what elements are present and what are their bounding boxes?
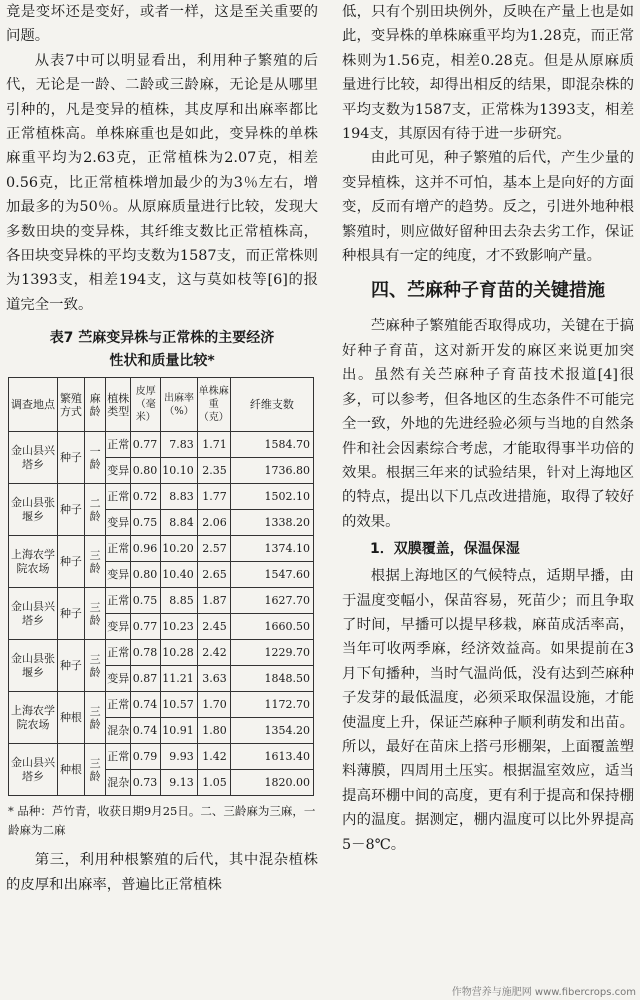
table-cell-age: 三龄 [84,536,105,588]
table-cell-method: 种子 [58,484,85,536]
table-cell-method: 种根 [58,744,85,796]
table-cell-fiber: 1848.50 [230,666,313,692]
table-cell-type: 正常 [106,432,131,458]
table-cell-rate: 10.57 [161,692,198,718]
table-row [9,588,314,614]
table-cell-weight: 1.71 [197,432,230,458]
table-cell-method: 种子 [58,588,85,640]
table-cell-age: 三龄 [84,588,105,640]
right-paragraph-continued: 低，只有个别田块例外，反映在产量上也是如此，变异株的单株麻重平均为1.28克，而正常株则为1.56克，相差0.28克。但是从原麻质量进行比较，却得出相反的结果，即混杂株的平均支数为1587支，正常株为1393支，相差194支，其原因有待于进一步研究。 [342,4,634,143]
table-header-cell: 皮厚（毫米） [131,378,161,432]
table-cell-skin: 0.80 [131,458,161,484]
table-cell-skin: 0.77 [131,432,161,458]
table-cell-fiber: 1547.60 [230,562,313,588]
table-cell-fiber: 1502.10 [230,484,313,510]
table-cell-skin: 0.87 [131,666,161,692]
table-cell-weight: 2.65 [197,562,230,588]
table-caption: 表7 苎麻变异株与正常株的主要经济 性状和质量比较* [49,330,275,370]
table-cell-fiber: 1584.70 [230,432,313,458]
table-cell-weight: 1.05 [197,770,230,796]
right-paragraph-conclusion: 由此可见，种子繁殖的后代，产生少量的变异植株，这并不可怕，基本上是向好的方面变，反而有增产的趋势。反之，引进外地种根繁殖时，则应做好留种田去杂去劣工作，保证种根具有一定的纯度，才不致影响产量。 [342,150,634,265]
table-7 [8,377,314,796]
table-cell-age: 一龄 [84,432,105,484]
table-cell-age: 二龄 [84,484,105,536]
table-cell-weight: 3.63 [197,666,230,692]
table-cell-rate: 8.84 [161,510,198,536]
table-cell-rate: 10.28 [161,640,198,666]
table-cell-weight: 2.35 [197,458,230,484]
table-cell-location: 金山县张堰乡 [9,484,58,536]
table-cell-weight: 2.45 [197,614,230,640]
table-cell-type: 变异 [106,562,131,588]
table-header-row [9,378,314,432]
table-cell-skin: 0.77 [131,614,161,640]
table-cell-rate: 8.85 [161,588,198,614]
watermark: 作物营养与施肥网 www.fibercrops.com [451,987,636,998]
table-cell-weight: 2.06 [197,510,230,536]
table-cell-skin: 0.78 [131,640,161,666]
table-row [9,484,314,510]
table-cell-location: 金山县张堰乡 [9,640,58,692]
table-header-cell: 繁殖方式 [58,378,85,432]
table-cell-fiber: 1736.80 [230,458,313,484]
table-cell-rate: 9.13 [161,770,198,796]
table-cell-skin: 0.75 [131,510,161,536]
left-paragraph-third: 第三，利用种根繁殖的后代，其中混杂植株的皮厚和出麻率，普遍比正常植株 [6,852,318,893]
table-cell-rate: 8.83 [161,484,198,510]
right-paragraph-section-intro: 苎麻种子繁殖能否取得成功，关键在于搞好种子育苗，这对新开发的麻区来说更加突出。虽然有关苎麻种子育苗技术报道[4]很多，可以参考，但各地区的生态条件不可能完全一致，外地的先进经验必须与当地的自然条件和社会因素综合考虑，才能取得事半功倍的效果。根据三年来的试验结果，针对上海地区的特点，提出以下几点改进措施，取得了较好的效果。 [342,318,634,530]
table-cell-skin: 0.96 [131,536,161,562]
table-cell-age: 三龄 [84,640,105,692]
table-cell-fiber: 1172.70 [230,692,313,718]
right-paragraph-double-film: 根据上海地区的气候特点，适期早播，由于温度变幅小，保苗容易，死苗少；而且争取了时间，早播可以提早移栽，麻苗成活率高，当年可收两季麻，经济效益高。如果提前在3月下旬播种，当时气温尚低，没有达到苎麻种子发芽的最低温度，必须采取保温设施，才能使温度上升，保证苎麻种子顺利萌发和出苗。所以，最好在苗床上搭弓形棚架，上面覆盖塑料薄膜，四周用土压实。根据温室效应，适当提高环棚中间的高度，更有利于提高和保持棚内的温度。据测定，棚内温度可以比外界提高5－8℃。 [342,568,634,853]
table-cell-weight: 1.70 [197,692,230,718]
table-cell-fiber: 1660.50 [230,614,313,640]
table-cell-skin: 0.73 [131,770,161,796]
table-cell-rate: 11.21 [161,666,198,692]
table-row [9,432,314,458]
table-cell-location: 金山县兴塔乡 [9,432,58,484]
table-cell-weight: 2.42 [197,640,230,666]
table-cell-fiber: 1820.00 [230,770,313,796]
table-cell-type: 正常 [106,588,131,614]
table-cell-rate: 10.23 [161,614,198,640]
table-cell-skin: 0.79 [131,744,161,770]
table-row [9,744,314,770]
table-cell-fiber: 1338.20 [230,510,313,536]
table-cell-method: 种根 [58,692,85,744]
table-cell-method: 种子 [58,432,85,484]
table-cell-type: 混杂 [106,770,131,796]
table-cell-location: 金山县兴塔乡 [9,744,58,796]
table-row [9,640,314,666]
table-cell-type: 变异 [106,510,131,536]
table-cell-type: 正常 [106,484,131,510]
table-cell-skin: 0.74 [131,718,161,744]
subsection-heading: 1．双膜覆盖，保温保湿 [370,541,520,558]
left-paragraph-table7-analysis: 从表7中可以明显看出，利用种子繁殖的后代，无论是一龄、二龄或三龄麻，无论是从哪里引种的，凡是变异的植株，其皮厚和出麻率都比正常植株高。单株麻重也是如此，变异株的单株麻重平均为2.63克，正常植株为2.07克，相差0.56克，比正常植株增加最少的为3％左右，增加最多的为50％。从原麻质量进行比较，发现大多数田块的变异株，其纤维支数比正常植株高，各田块变异株的平均支数为1587支，而正常株则为1393支，相差194支，这与莫如枝等[6]的报道完全一致。 [6,52,318,313]
table-header-cell: 纤维支数 [230,378,313,432]
table-cell-fiber: 1354.20 [230,718,313,744]
section-heading: 四、苎麻种子育苗的关键措施 [371,280,605,302]
table-cell-weight: 1.87 [197,588,230,614]
table-cell-type: 变异 [106,458,131,484]
table-cell-age: 三龄 [84,744,105,796]
table-header-cell: 调查地点 [9,378,58,432]
table-header-cell: 麻龄 [84,378,105,432]
table-cell-fiber: 1229.70 [230,640,313,666]
table-cell-skin: 0.75 [131,588,161,614]
table-cell-skin: 0.72 [131,484,161,510]
table-cell-skin: 0.80 [131,562,161,588]
table-cell-rate: 10.91 [161,718,198,744]
table-cell-fiber: 1627.70 [230,588,313,614]
table-header-cell: 出麻率（%） [161,378,198,432]
table-cell-weight: 1.42 [197,744,230,770]
table-cell-weight: 1.80 [197,718,230,744]
table-cell-type: 正常 [106,536,131,562]
table-row [9,692,314,718]
table-cell-method: 种子 [58,640,85,692]
table-cell-type: 混杂 [106,718,131,744]
table-cell-skin: 0.74 [131,692,161,718]
table-cell-location: 上海农学院农场 [9,692,58,744]
table-cell-fiber: 1374.10 [230,536,313,562]
table-header-cell: 单株麻重（克） [197,378,230,432]
right-column [342,0,634,857]
table-cell-fiber: 1613.40 [230,744,313,770]
table-cell-weight: 2.57 [197,536,230,562]
table-cell-location: 上海农学院农场 [9,536,58,588]
table-cell-type: 正常 [106,692,131,718]
table-cell-rate: 9.93 [161,744,198,770]
table-cell-rate: 10.40 [161,562,198,588]
table-cell-weight: 1.77 [197,484,230,510]
table-cell-type: 正常 [106,744,131,770]
left-paragraph-continued: 竟是变坏还是变好，或者一样，这是至关重要的问题。 [6,4,318,45]
left-column [6,0,318,897]
table-header-cell: 植株类型 [106,378,131,432]
table-cell-age: 三龄 [84,692,105,744]
table-cell-rate: 7.83 [161,432,198,458]
table-cell-method: 种子 [58,536,85,588]
table-cell-rate: 10.20 [161,536,198,562]
table-cell-type: 变异 [106,614,131,640]
table-cell-type: 变异 [106,666,131,692]
table-footnote: * 品种：芦竹青，收获日期9月25日。二、三龄麻为三麻，一龄麻为二麻 [8,804,316,838]
table-cell-location: 金山县兴塔乡 [9,588,58,640]
table-row [9,536,314,562]
table-cell-type: 正常 [106,640,131,666]
table-cell-rate: 10.10 [161,458,198,484]
